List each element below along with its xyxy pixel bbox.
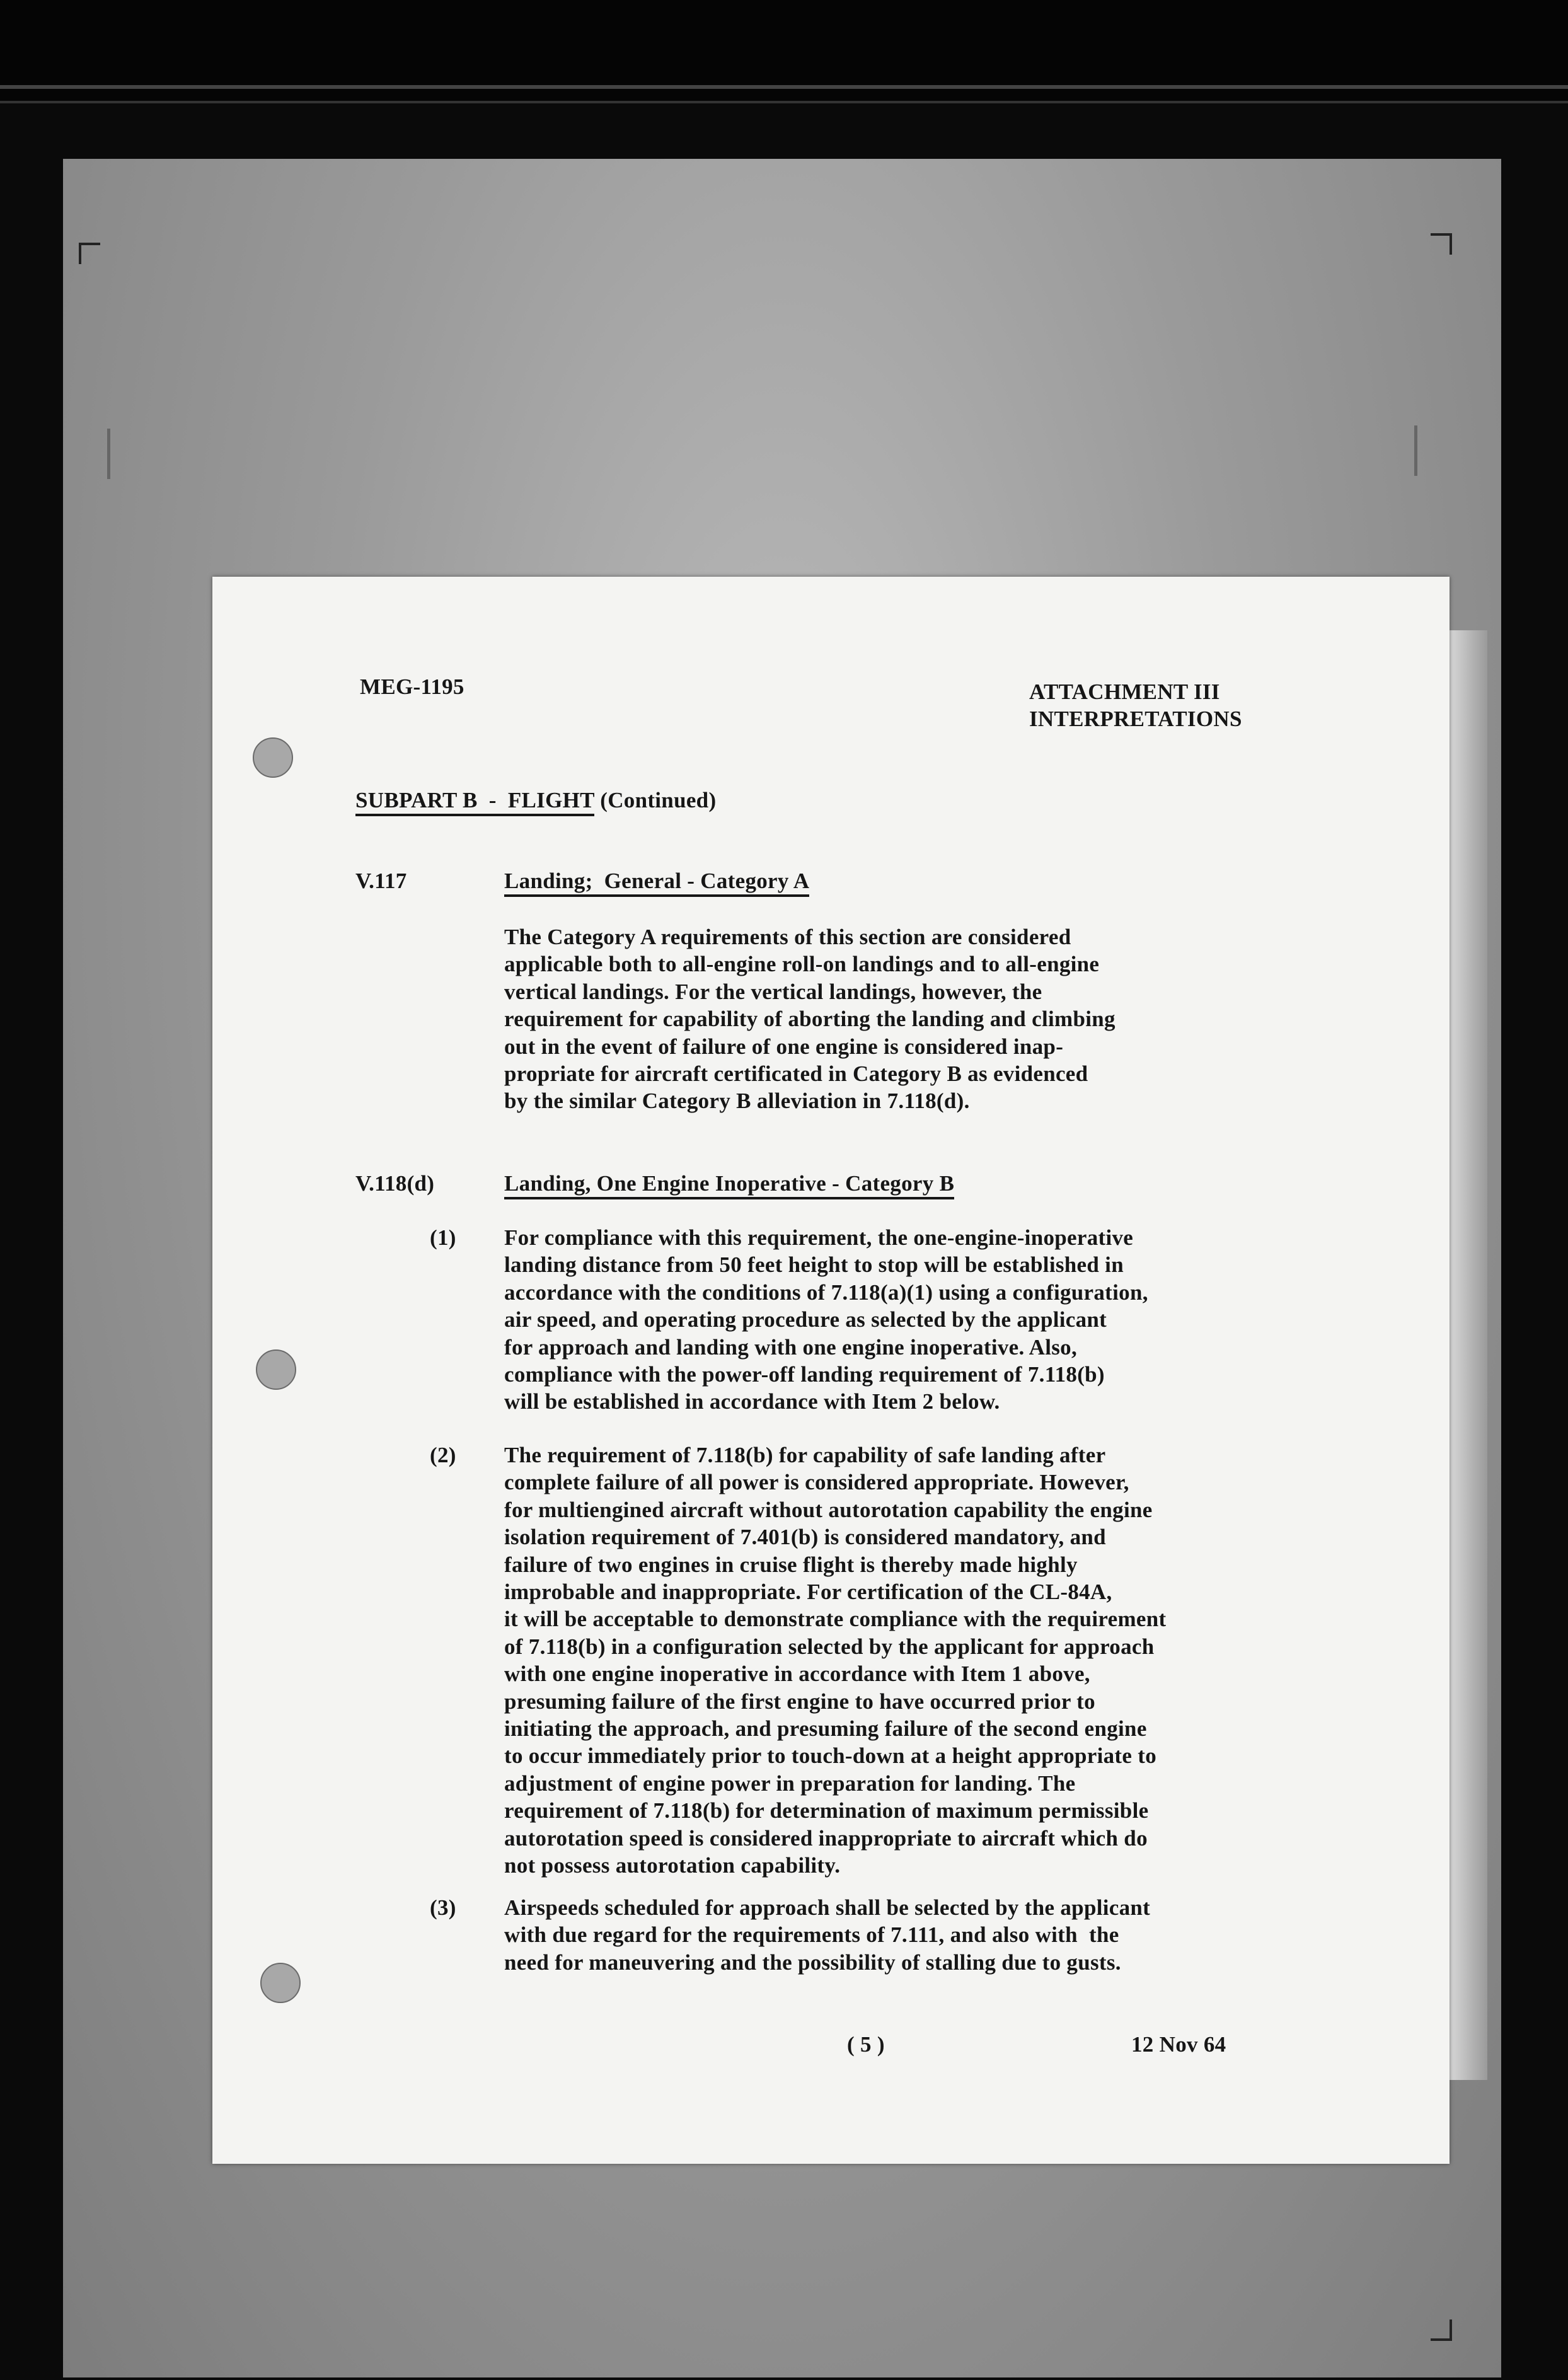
text-line: need for maneuvering and the possibility of stalling due to gusts. [504,1950,1121,1975]
text-line: by the similar Category B alleviation in 7.118(d). [504,1089,970,1114]
subpart-title: SUBPART B - FLIGHT [355,788,594,816]
text-line: Airspeeds scheduled for approach shall be selected by the applicant [504,1895,1151,1920]
section-title-text: Landing, One Engine Inoperative - Category B [504,1171,954,1199]
item-paragraph [504,1224,1148,1416]
text-line: initiating the approach, and presuming failure of the second engine [504,1716,1147,1742]
text-line: compliance with the power-off landing requirement of 7.118(b) [504,1362,1105,1387]
section-title [504,1170,954,1197]
section-number: V.117 [355,869,407,893]
text-line: not possess autorotation capability. [504,1853,841,1878]
section-number: V.118(d) [355,1171,435,1196]
text-line: complete failure of all power is considered appropriate. However, [504,1470,1129,1495]
text-line: it will be acceptable to demonstrate compliance with the requirement [504,1607,1167,1632]
text-line: adjustment of engine power in preparation for landing. The [504,1771,1076,1796]
document-number: MEG-1195 [360,674,464,699]
crop-mark [107,429,119,479]
film-border-top [0,0,1568,103]
text-line: presuming failure of the first engine to have occurred prior to [504,1689,1095,1714]
punch-hole [260,1963,301,2003]
punch-hole [253,737,293,778]
item-label: (2) [430,1443,456,1467]
item-paragraph [504,1894,1150,1976]
section-title-text: Landing; General - Category A [504,869,809,897]
text-line: autorotation speed is considered inappropriate to aircraft which do [504,1825,1148,1851]
crop-mark [1431,2319,1452,2341]
paper-edge-shadow [1450,630,1487,2080]
text-line: landing distance from 50 feet height to stop will be established in [504,1252,1124,1278]
item-paragraph [504,1441,1166,1880]
subpart-heading [355,787,716,814]
text-line: out in the event of failure of one engine is considered inap- [504,1034,1064,1059]
crop-mark [1405,425,1417,476]
text-line: The requirement of 7.118(b) for capability of safe landing after [504,1443,1106,1467]
text-line: propriate for aircraft certificated in Category B as evidenced [504,1061,1088,1087]
text-line: for approach and landing with one engine inoperative. Also, [504,1334,1078,1360]
text-line: improbable and inappropriate. For certification of the CL-84A, [504,1580,1112,1605]
punch-hole [256,1349,296,1390]
item-label: (1) [430,1225,456,1250]
item-label: (3) [430,1895,456,1920]
text-line: with one engine inoperative in accordance with Item 1 above, [504,1661,1090,1687]
text-line: applicable both to all-engine roll-on landings and to all-engine [504,952,1100,977]
crop-mark [79,243,100,264]
text-line: failure of two engines in cruise flight is thereby made highly [504,1552,1078,1577]
subpart-suffix: (Continued) [600,788,717,812]
section-title [504,867,809,894]
text-line: vertical landings. For the vertical landings, however, the [504,979,1042,1004]
page-number: ( 5 ) [847,2032,885,2057]
text-line: requirement for capability of aborting the landing and climbing [504,1007,1115,1032]
crop-mark [1431,233,1452,255]
section-paragraph [504,923,1115,1115]
text-line: will be established in accordance with Item 2 below. [504,1389,1000,1414]
text-line: of 7.118(b) in a configuration selected by the applicant for approach [504,1634,1155,1659]
text-line: requirement of 7.118(b) for determination of maximum permissible [504,1798,1149,1823]
film-edge-line [0,85,1568,89]
text-line: For compliance with this requirement, the one-engine-inoperative [504,1225,1134,1250]
text-line: isolation requirement of 7.401(b) is considered mandatory, and [504,1525,1106,1550]
attachment-subtitle: INTERPRETATIONS [1029,707,1242,731]
document-date: 12 Nov 64 [1131,2032,1226,2057]
text-line: to occur immediately prior to touch-down at a height appropriate to [504,1743,1157,1769]
text-line: air speed, and operating procedure as selected by the applicant [504,1307,1107,1332]
text-line: with due regard for the requirements of 7.111, and also with the [504,1922,1119,1948]
text-line: for multiengined aircraft without autorotation capability the engine [504,1497,1153,1522]
text-line: accordance with the conditions of 7.118(a)(1) using a configuration, [504,1280,1148,1305]
text-line: The Category A requirements of this section are considered [504,925,1071,949]
attachment-title: ATTACHMENT III [1029,679,1220,704]
